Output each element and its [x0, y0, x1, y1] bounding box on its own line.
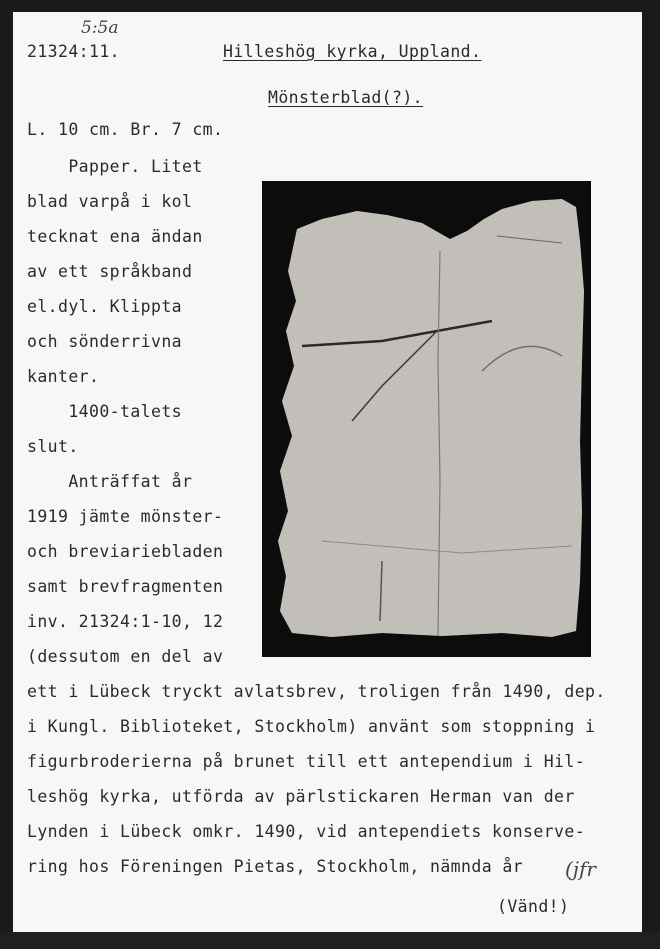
text-line: ring hos Föreningen Pietas, Stockholm, nämnda år: [27, 857, 524, 876]
text-line: (dessutom en del av: [27, 647, 224, 666]
text-line: Papper. Litet: [27, 157, 203, 176]
text-line: och sönderrivna: [27, 332, 183, 351]
text-line: 1919 jämte mönster-: [27, 507, 224, 526]
card-bottom-edge: [0, 932, 660, 949]
text-line: slut.: [27, 437, 79, 456]
fragment-photo: [262, 181, 591, 657]
text-line: figurbroderierna på brunet till ett antependium i Hil-: [27, 752, 586, 771]
text-line: 1400-talets: [27, 402, 183, 421]
text-line: samt brevfragmenten: [27, 577, 224, 596]
inventory-number: 21324:11.: [27, 42, 121, 61]
text-line: av ett språkband: [27, 262, 193, 281]
text-line: blad varpå i kol: [27, 192, 193, 211]
text-line: och breviariebladen: [27, 542, 224, 561]
text-line: Anträffat år: [27, 472, 193, 491]
text-line: i Kungl. Biblioteket, Stockholm) använt som stoppning i: [27, 717, 596, 736]
text-line: ett i Lübeck tryckt avlatsbrev, troligen från 1490, dep.: [27, 682, 606, 701]
card-subtitle: Mönsterblad(?).: [268, 88, 424, 107]
text-line: Lynden i Lübeck omkr. 1490, vid antependiets konserve-: [27, 822, 586, 841]
text-line: inv. 21324:1-10, 12: [27, 612, 224, 631]
turn-over-note: (Vänd!): [497, 897, 570, 916]
fragment-photo-drawing: [262, 181, 591, 657]
dimensions-line: L. 10 cm. Br. 7 cm.: [27, 120, 224, 139]
handwritten-note: 5:5a: [81, 18, 119, 38]
text-line: el.dyl. Klippta: [27, 297, 183, 316]
catalog-card: [13, 12, 642, 932]
text-line: leshög kyrka, utförda av pärlstickaren Herman van der: [27, 787, 575, 806]
handwritten-margin-note: (jfr: [565, 857, 596, 881]
text-line: kanter.: [27, 367, 100, 386]
text-line: tecknat ena ändan: [27, 227, 203, 246]
card-title: Hilleshög kyrka, Uppland.: [223, 42, 482, 61]
